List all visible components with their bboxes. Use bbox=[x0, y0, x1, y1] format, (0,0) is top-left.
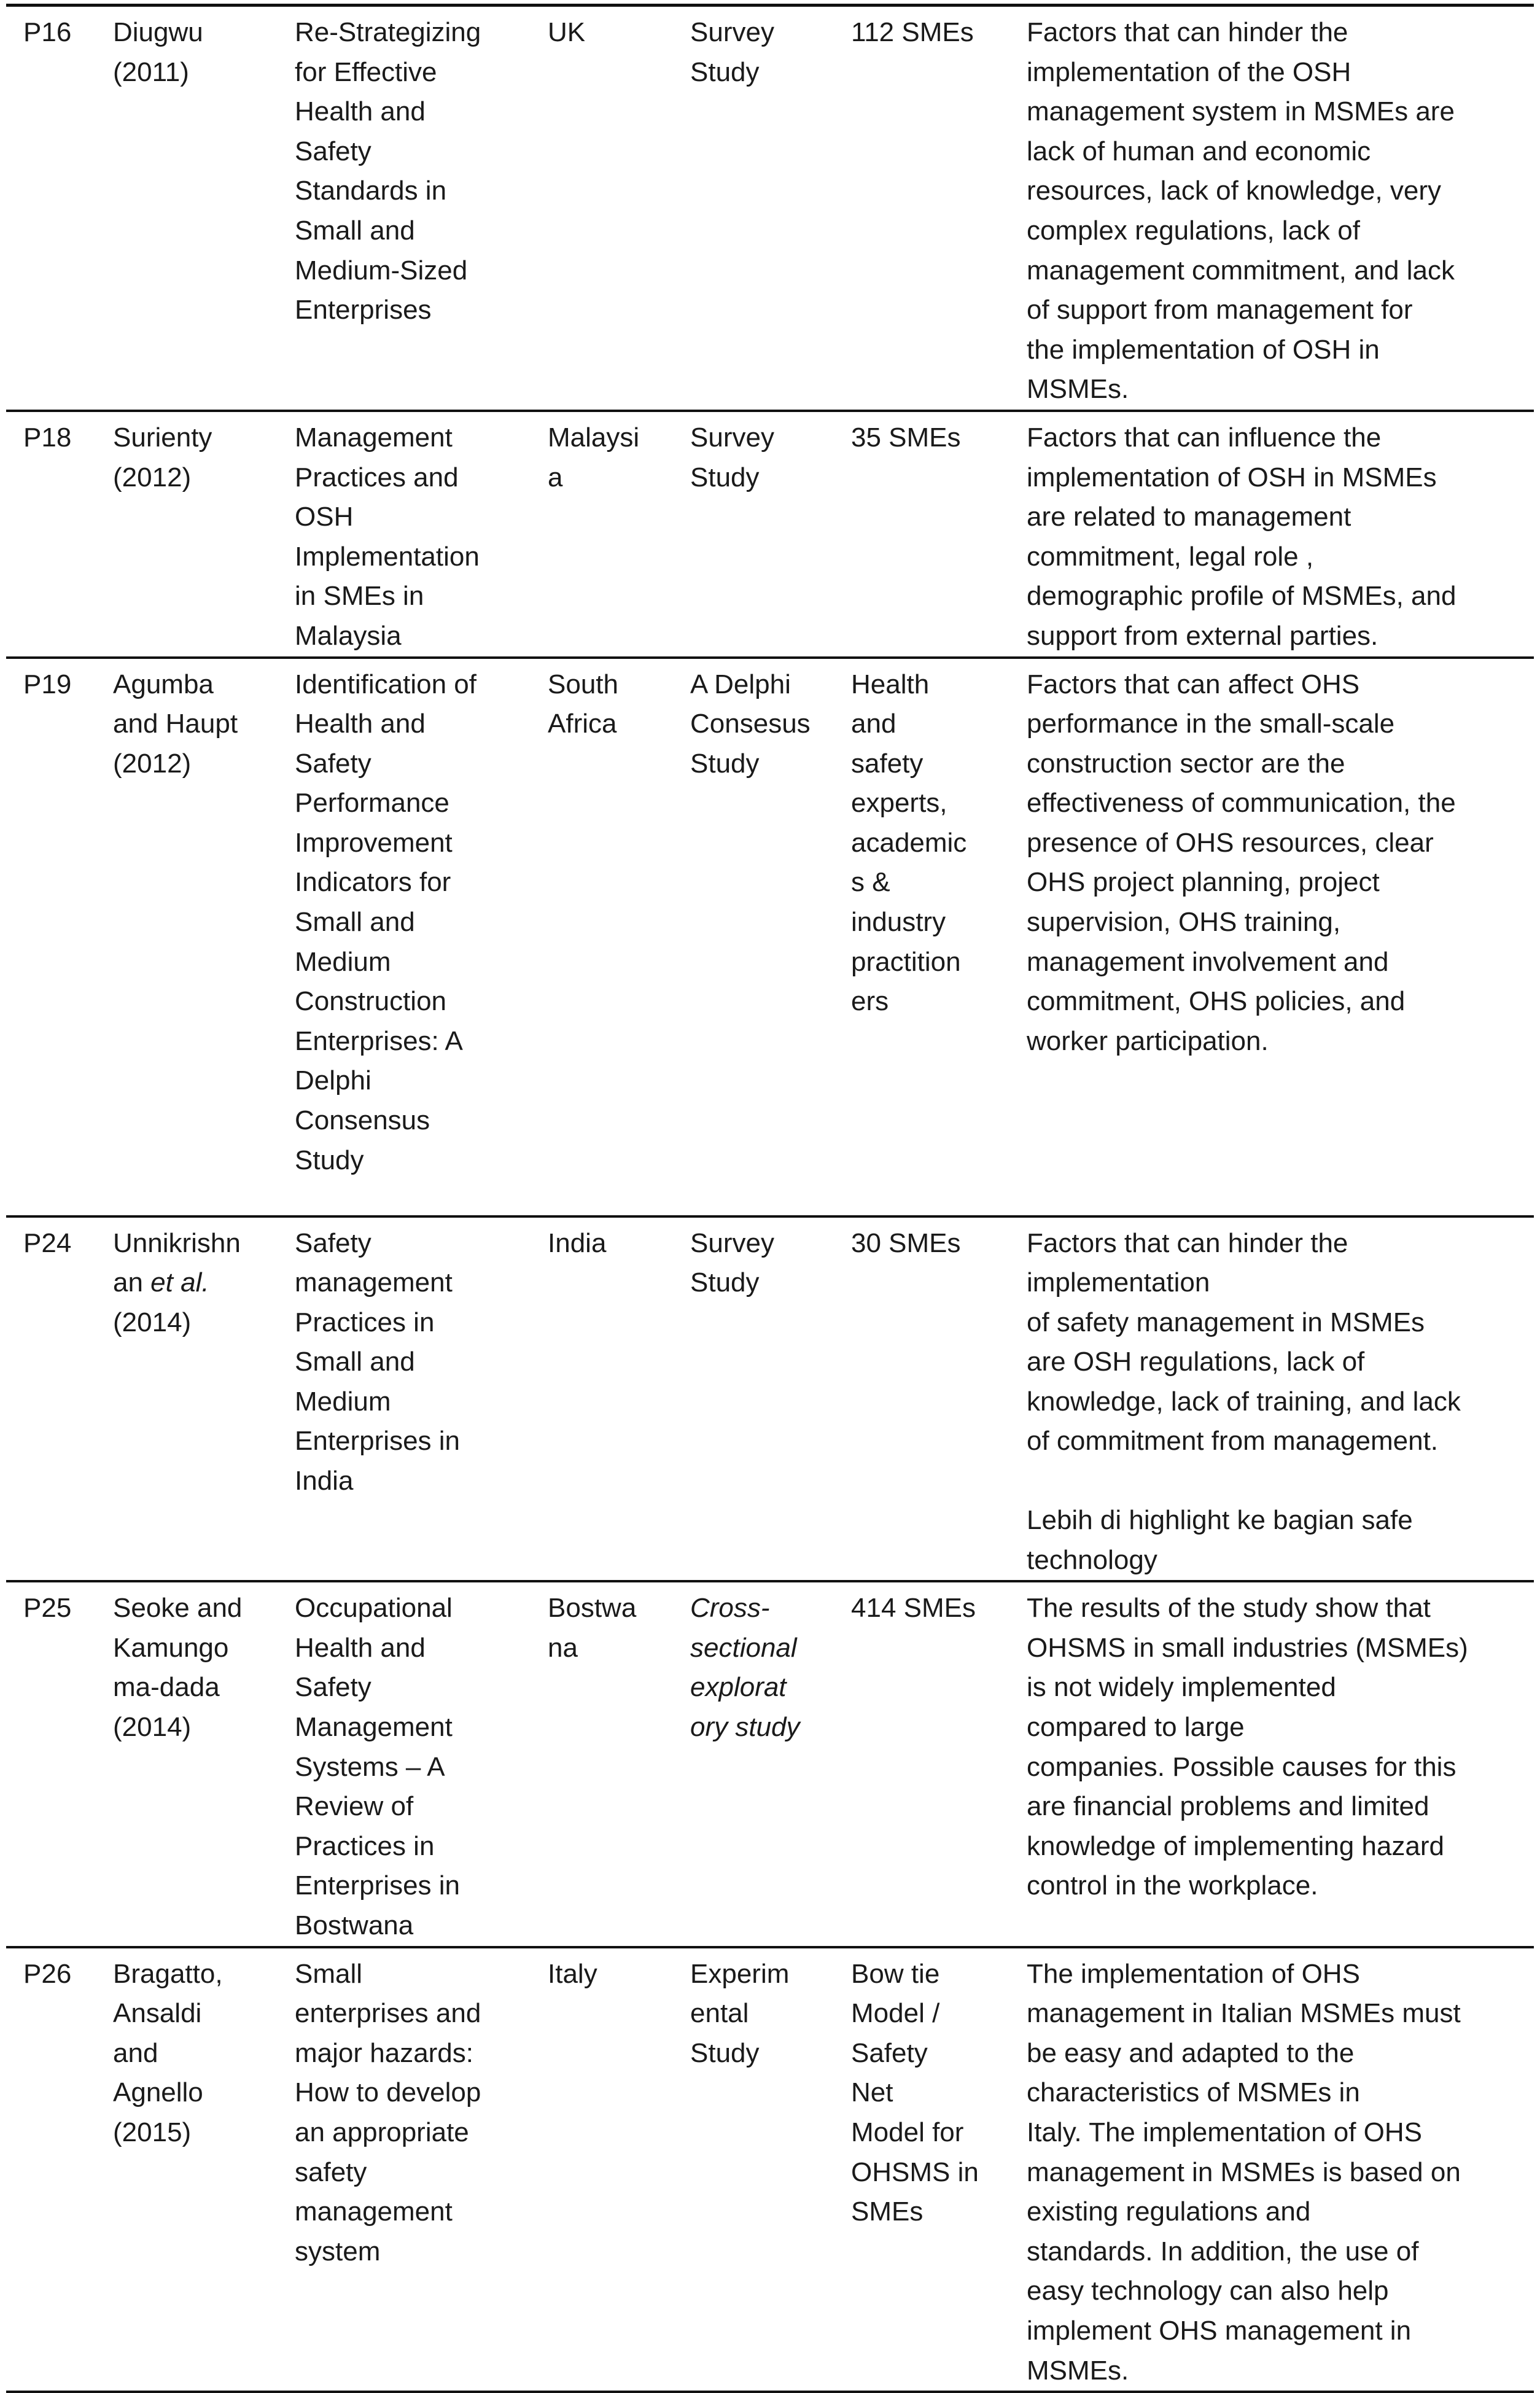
paper-findings bbox=[1018, 1216, 1534, 1582]
paper-country: UK bbox=[548, 17, 586, 47]
paper-title: Small enterprises and major hazards: How to develop an appropriate safety management system bbox=[295, 1958, 481, 2267]
paper-author bbox=[104, 1216, 286, 1582]
paper-method: Experim ental Study bbox=[690, 1958, 790, 2068]
author-line: an bbox=[113, 1267, 151, 1298]
paper-country: India bbox=[548, 1228, 607, 1258]
paper-country: Malaysi a bbox=[548, 422, 640, 492]
paper-id: P25 bbox=[23, 1593, 72, 1624]
et-al-italic: et al. bbox=[150, 1267, 209, 1298]
table-row bbox=[6, 1581, 1534, 1947]
paper-findings: Factors that can influence the implementation of OSH in MSMEs are related to management commitment, legal role , demographic profile of MSMEs, and support from external parties. bbox=[1027, 422, 1456, 651]
paper-id: P16 bbox=[23, 17, 72, 47]
table-row bbox=[6, 411, 1534, 658]
paper-title: Occupational Health and Safety Management Systems – A Review of Practices in Enterprises in Bostwana bbox=[295, 1593, 461, 1940]
findings-text: Factors that can hinder the implementation of safety management in MSMEs are OSH regulations, lack of knowledge, lack of training, and lack of commitment from management. bbox=[1027, 1228, 1461, 1457]
author-line: Unnikrishn bbox=[113, 1228, 241, 1258]
paper-findings: Factors that can hinder the implementation of the OSH management system in MSMEs are lack of human and economic resources, lack of knowledge, very complex regulations, lack of management commitment, and lack of support from management for the implementation of OSH in MSMEs. bbox=[1027, 17, 1455, 405]
literature-review-table bbox=[6, 7, 1534, 2393]
paper-author: Diugwu (2011) bbox=[113, 17, 203, 87]
table-row bbox=[6, 1216, 1534, 1582]
table-row bbox=[6, 658, 1534, 1216]
paper-id: P24 bbox=[23, 1228, 72, 1258]
paper-title: Re-Strategizing for Effective Health and Safety Standards in Small and Medium-Sized Enterprises bbox=[295, 17, 481, 325]
paper-sample: 112 SMEs bbox=[851, 17, 974, 47]
paper-author: Surienty (2012) bbox=[113, 422, 212, 492]
paper-author: Bragatto, Ansaldi and Agnello (2015) bbox=[113, 1958, 223, 2147]
paper-findings: The implementation of OHS management in Italian MSMEs must be easy and adapted to the characteristics of MSMEs in Italy. The implementation of OHS management in MSMEs is based on existing regulations and standards. In addition, the use of easy technology can also help implement OHS management in MSMEs. bbox=[1027, 1958, 1461, 2386]
paper-findings: The results of the study show that OHSMS in small industries (MSMEs) is not widely implemented compared to large companies. Possible causes for this are financial problems and limited knowledge of implementing hazard control in the workplace. bbox=[1027, 1593, 1468, 1901]
paper-title: Safety management Practices in Small and Medium Enterprises in India bbox=[295, 1228, 461, 1496]
paper-method: Survey Study bbox=[690, 1228, 774, 1298]
paper-method: A Delphi Consesus Study bbox=[690, 669, 811, 779]
paper-sample: Bow tie Model / Safety Net Model for OHSMS in SMEs bbox=[851, 1958, 979, 2227]
paper-author: Agumba and Haupt (2012) bbox=[113, 669, 238, 779]
paper-sample: 414 SMEs bbox=[851, 1593, 976, 1624]
reviewer-note: Lebih di highlight ke bagian safe technology bbox=[1027, 1505, 1413, 1575]
paper-id: P18 bbox=[23, 422, 72, 453]
paper-method: Survey Study bbox=[690, 422, 774, 492]
document-page bbox=[6, 0, 1534, 2393]
paper-country: South Africa bbox=[548, 669, 618, 739]
author-year: (2014) bbox=[113, 1307, 192, 1337]
paper-sample: 30 SMEs bbox=[851, 1228, 961, 1258]
paper-findings: Factors that can affect OHS performance in the small-scale construction sector are the effectiveness of communication, the presence of OHS resources, clear OHS project planning, project supervision, OHS training, management involvement and commitment, OHS policies, and worker participation. bbox=[1027, 669, 1456, 1056]
paper-country: Italy bbox=[548, 1958, 597, 1989]
paper-method: Survey Study bbox=[690, 17, 774, 87]
paper-title: Management Practices and OSH Implementation in SMEs in Malaysia bbox=[295, 422, 480, 651]
paper-author: Seoke and Kamungo ma-dada (2014) bbox=[113, 1593, 243, 1743]
paper-title: Identification of Health and Safety Performance Improvement Indicators for Small and Medium Construction Enterprises: A Delphi Consensus Study bbox=[295, 669, 476, 1175]
table-row bbox=[6, 7, 1534, 411]
paper-id: P26 bbox=[23, 1958, 72, 1989]
table-row bbox=[6, 1947, 1534, 2392]
paper-country: Bostwa na bbox=[548, 1593, 637, 1663]
paper-sample: 35 SMEs bbox=[851, 422, 961, 453]
paper-sample: Health and safety experts, academic s & industry practition ers bbox=[851, 669, 967, 1017]
paper-method: Cross- sectional explorat ory study bbox=[690, 1593, 800, 1743]
paper-id: P19 bbox=[23, 669, 72, 699]
